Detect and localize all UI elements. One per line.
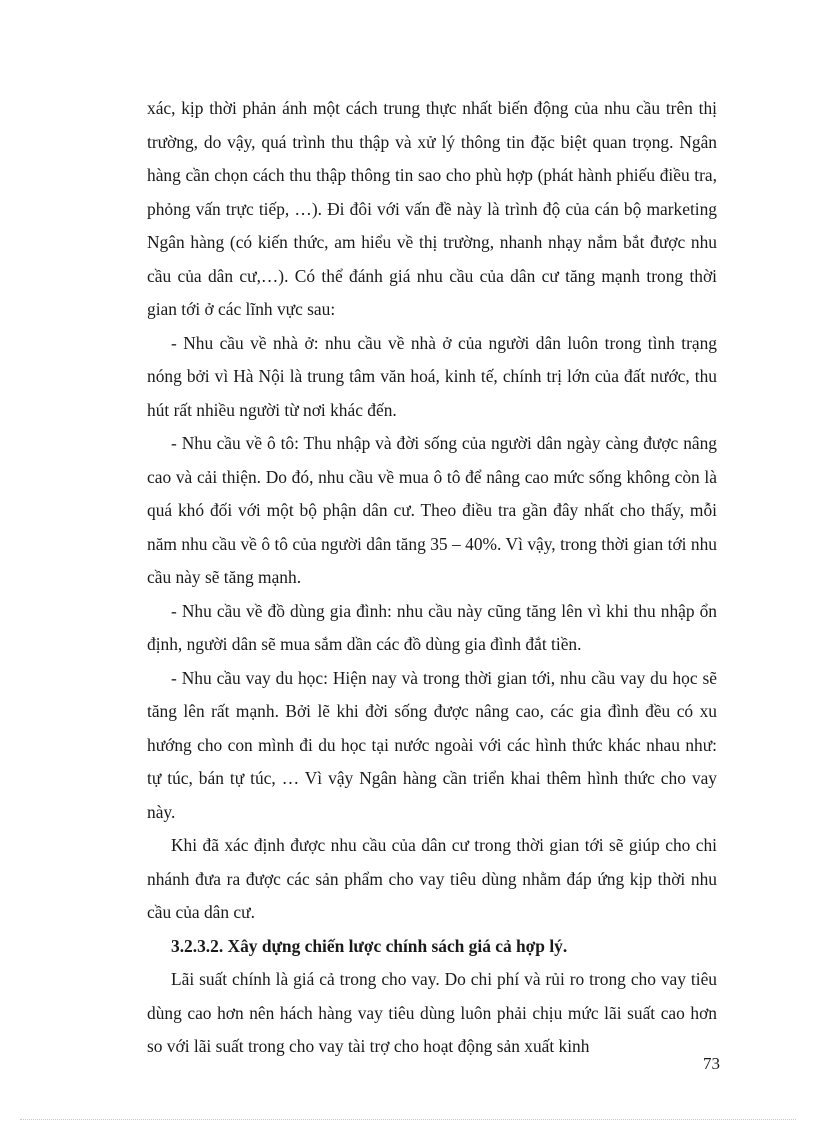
section-heading: 3.2.3.2. Xây dựng chiến lược chính sách giá cả hợp lý. xyxy=(171,935,568,956)
paragraph-housing-demand: - Nhu cầu về nhà ở: nhu cầu về nhà ở của người dân luôn trong tình trạng nóng bởi vì Hà Nội là trung tâm văn hoá, kinh tế, chính trị lớn của đất nước, thu hút rất nhiều người từ nơi khác đến. xyxy=(147,332,717,420)
paragraph-car-demand: - Nhu cầu về ô tô: Thu nhập và đời sống của người dân ngày càng được nâng cao và cải thiện. Do đó, nhu cầu về mua ô tô để nâng cao mức sống không còn là quá khó đối với một bộ phận dân cư. Theo điều tra gần đây nhất cho thấy, mỗi năm nhu cầu về ô tô của người dân tăng 35 – 40%. Vì vậy, trong thời gian tới nhu cầu này sẽ tăng mạnh. xyxy=(147,433,717,587)
paragraph-study-abroad-demand: - Nhu cầu vay du học: Hiện nay và trong thời gian tới, nhu cầu vay du học sẽ tăng lên rất mạnh. Bởi lẽ khi đời sống được nâng cao, các gia đình đều có xu hướng cho con mình đi du học tại nước ngoài với các hình thức khác nhau như: tự túc, bán tự túc, … Vì vậy Ngân hàng cần triển khai thêm hình thức cho vay này. xyxy=(147,667,717,822)
body-text xyxy=(147,92,717,1064)
page-number: 73 xyxy=(703,1054,720,1073)
paragraph-household-goods-demand: - Nhu cầu về đồ dùng gia đình: nhu cầu này cũng tăng lên vì khi thu nhập ổn định, người dân sẽ mua sắm dần các đồ dùng gia đình đắt tiền. xyxy=(147,600,717,654)
paragraph-continuation: xác, kịp thời phản ánh một cách trung thực nhất biến động của nhu cầu trên thị trường, do vậy, quá trình thu thập và xử lý thông tin đặc biệt quan trọng. Ngân hàng cần chọn cách thu thập thông tin sao cho phù hợp (phát hành phiếu điều tra, phỏng vấn trực tiếp, …). Đi đôi với vấn đề này là trình độ của cán bộ marketing Ngân hàng (có kiến thức, am hiểu về thị trường, nhanh nhạy nắm bắt được nhu cầu của dân cư,…). Có thể đánh giá nhu cầu của dân cư tăng mạnh trong thời gian tới ở các lĩnh vực sau: xyxy=(147,98,717,319)
paragraph-conclusion: Khi đã xác định được nhu cầu của dân cư trong thời gian tới sẽ giúp cho chi nhánh đưa ra được các sản phẩm cho vay tiêu dùng nhằm đáp ứng kịp thời nhu cầu của dân cư. xyxy=(147,835,717,922)
paragraph-interest-rate: Lãi suất chính là giá cả trong cho vay. Do chi phí và rủi ro trong cho vay tiêu dùng cao hơn nên hách hàng vay tiêu dùng luôn phải chịu mức lãi suất cao hơn so với lãi suất trong cho vay tài trợ cho hoạt động sản xuất kinh xyxy=(147,969,717,1056)
page-bottom-divider xyxy=(20,1119,796,1120)
